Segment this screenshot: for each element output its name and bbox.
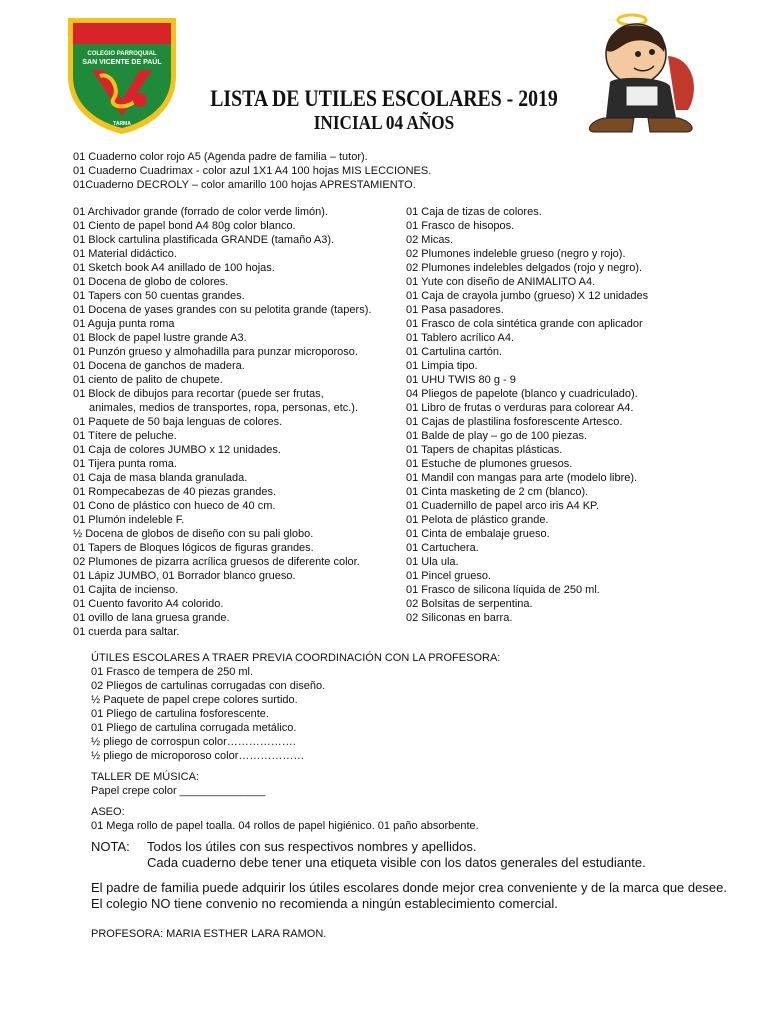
document-subtitle: INICIAL 04 AÑOS bbox=[313, 112, 455, 134]
list-item: 01 Frasco de cola sintética grande con aplicador bbox=[406, 318, 643, 330]
list-item: 01 Material didáctico. bbox=[73, 248, 177, 260]
list-item: 01 Tapers de chapitas plásticas. bbox=[406, 444, 563, 456]
nota-line: Cada cuaderno debe tener una etiqueta visible con los datos generales del estudiante. bbox=[147, 854, 646, 870]
list-item: 01 Frasco de tempera de 250 ml. bbox=[91, 666, 254, 678]
list-item: 02 Siliconas en barra. bbox=[406, 612, 513, 624]
document-title: LISTA DE UTILES ESCOLARES - 2019 bbox=[210, 86, 558, 111]
list-item: 01 Cajas de plastilina fosforescente Artesco. bbox=[406, 416, 623, 428]
section-heading: ASEO: bbox=[91, 806, 125, 818]
list-item: ½ pliego de corrospun color………………. bbox=[91, 736, 296, 748]
list-item: 04 Pliegos de papelote (blanco y cuadriculado). bbox=[406, 388, 638, 400]
list-item: 01 Tapers de Bloques lógicos de figuras grandes. bbox=[73, 542, 314, 554]
list-item: 01 Docena de globo de colores. bbox=[73, 276, 229, 288]
list-item: 01 Block cartulina plastificada GRANDE (tamaño A3). bbox=[73, 234, 335, 246]
paragraph-line: El colegio NO tiene convenio no recomienda a ningún establecimiento comercial. bbox=[91, 895, 558, 911]
list-item: 01 Paquete de 50 baja lenguas de colores. bbox=[73, 416, 283, 428]
cuadernos-list bbox=[73, 150, 431, 192]
list-item: 01 Cuento favorito A4 colorido. bbox=[73, 598, 224, 610]
list-item: 01 Caja de masa blanda granulada. bbox=[73, 472, 248, 484]
list-item: 01Cuaderno DECROLY – color amarillo 100 hojas APRESTAMIENTO. bbox=[73, 179, 416, 191]
list-item: 01 Títere de peluche. bbox=[73, 430, 177, 442]
list-item: 02 Pliegos de cartulinas corrugadas con diseño. bbox=[91, 680, 326, 692]
list-item: 01 Cinta de embalaje grueso. bbox=[406, 528, 550, 540]
list-item: 01 Tijera punta roma. bbox=[73, 458, 177, 470]
list-item: 01 Pliego de cartulina fosforescente. bbox=[91, 708, 269, 720]
list-item: 01 ovillo de lana gruesa grande. bbox=[73, 612, 230, 624]
paragraph-line: El padre de familia puede adquirir los útiles escolares donde mejor crea conveniente y de la marca que desee. bbox=[91, 880, 727, 895]
list-item: 01 Plumón indeleble F. bbox=[73, 514, 185, 526]
list-item: 02 Bolsitas de serpentina. bbox=[406, 598, 533, 610]
list-item: 01 Estuche de plumones gruesos. bbox=[406, 458, 573, 470]
list-item: 01 Cartuchera. bbox=[406, 542, 479, 554]
list-item-continuation: animales, medios de transportes, ropa, personas, etc.). bbox=[89, 402, 359, 414]
list-item: 01 Lápiz JUMBO, 01 Borrador blanco grueso. bbox=[73, 570, 296, 582]
list-item: 01 cuerda para saltar. bbox=[73, 626, 180, 638]
list-item: 01 Cuaderno Cuadrimax - color azul 1X1 A4 100 hojas MIS LECCIONES. bbox=[73, 165, 432, 177]
list-item: 01 Cajita de incienso. bbox=[73, 584, 179, 596]
list-item: 01 Balde de play – go de 100 piezas. bbox=[406, 430, 588, 442]
list-item: 01 Cuaderno color rojo A5 (Agenda padre de familia – tutor). bbox=[73, 151, 368, 163]
list-item: 01 Caja de crayola jumbo (grueso) X 12 unidades bbox=[406, 290, 649, 302]
list-item: 01 Caja de colores JUMBO x 12 unidades. bbox=[73, 444, 281, 456]
list-item: 01 Tapers con 50 cuentas grandes. bbox=[73, 290, 245, 302]
list-item: 01 Ciento de papel bond A4 80g color blanco. bbox=[73, 220, 296, 232]
list-item: ½ Paquete de papel crepe colores surtido. bbox=[91, 694, 298, 706]
list-item: 01 Punzón grueso y almohadilla para punzar microporoso. bbox=[73, 346, 358, 358]
section-heading: ÚTILES ESCOLARES A TRAER PREVIA COORDINACIÓN CON LA PROFESORA: bbox=[91, 652, 501, 664]
aseo-section bbox=[91, 805, 479, 833]
right-supplies-list bbox=[406, 205, 648, 625]
list-item: 01 Cinta masketing de 2 cm (blanco). bbox=[406, 486, 589, 498]
list-item: 01 Archivador grande (forrado de color verde limón). bbox=[73, 206, 328, 218]
crest-line2: SAN VICENTE DE PAÚL bbox=[82, 59, 162, 66]
list-item: 01 UHU TWIS 80 g - 9 bbox=[406, 374, 516, 386]
list-item: 01 Yute con diseño de ANIMALITO A4. bbox=[406, 276, 596, 288]
list-item: 01 Cono de plástico con hueco de 40 cm. bbox=[73, 500, 276, 512]
list-item: 01 Tablero acrílico A4. bbox=[406, 332, 515, 344]
list-item: 01 Aguja punta roma bbox=[73, 318, 175, 330]
nota-line: Todos los útiles con sus respectivos nombres y apellidos. bbox=[147, 839, 477, 854]
list-item: 01 Limpia tipo. bbox=[406, 360, 478, 372]
list-item: 01 ciento de palito de chupete. bbox=[73, 374, 223, 386]
nota-text bbox=[147, 839, 646, 870]
list-item: 01 Cartulina cartón. bbox=[406, 346, 502, 358]
coordinacion-section bbox=[91, 651, 500, 763]
list-item: 01 Mandil con mangas para arte (modelo libre). bbox=[406, 472, 638, 484]
list-item: 01 Ula ula. bbox=[406, 556, 459, 568]
list-item: 01 Docena de ganchos de madera. bbox=[73, 360, 245, 372]
padre-paragraph bbox=[91, 880, 727, 911]
list-item: 01 Caja de tizas de colores. bbox=[406, 206, 542, 218]
list-item: 01 Pelota de plástico grande. bbox=[406, 514, 549, 526]
list-item: 01 Cuadernillo de papel arco iris A4 KP. bbox=[406, 500, 600, 512]
list-item: ½ pliego de microporoso color……………… bbox=[91, 750, 305, 762]
list-item: 01 Block de papel lustre grande A3. bbox=[73, 332, 247, 344]
profesora-signature: PROFESORA: MARIA ESTHER LARA RAMON. bbox=[91, 928, 327, 940]
list-item: Papel crepe color ______________ bbox=[91, 785, 266, 797]
section-heading: TALLER DE MÚSICA: bbox=[91, 771, 199, 783]
list-item: 02 Micas. bbox=[406, 234, 454, 246]
list-item: 01 Docena de yases grandes con su pelotita grande (tapers). bbox=[73, 304, 372, 316]
list-item: 01 Rompecabezas de 40 piezas grandes. bbox=[73, 486, 277, 498]
list-item: 01 Mega rollo de papel toalla. 04 rollos de papel higiénico. 01 paño absorbente. bbox=[91, 820, 479, 832]
list-item: 01 Libro de frutas o verduras para colorear A4. bbox=[406, 402, 634, 414]
list-item: 01 Sketch book A4 anillado de 100 hojas. bbox=[73, 262, 275, 274]
list-item: 01 Frasco de silicona líquida de 250 ml. bbox=[406, 584, 600, 596]
nota-label: NOTA: bbox=[91, 839, 130, 854]
list-item: 01 Pliego de cartulina corrugada metálico. bbox=[91, 722, 297, 734]
list-item: 02 Plumones indeleble grueso (negro y rojo). bbox=[406, 248, 626, 260]
crest-line1: COLEGIO PARROQUIAL bbox=[87, 51, 157, 57]
left-supplies-list bbox=[73, 205, 371, 639]
list-item: 02 Plumones de pizarra acrílica gruesos de diferente color. bbox=[73, 556, 360, 568]
list-item: 01 Pincel grueso. bbox=[406, 570, 491, 582]
musica-section bbox=[91, 770, 265, 798]
list-item: 01 Pasa pasadores. bbox=[406, 304, 504, 316]
list-item: 01 Block de dibujos para recortar (puede ser frutas, bbox=[73, 388, 324, 400]
list-item: 02 Plumones indelebles delgados (rojo y negro). bbox=[406, 262, 643, 274]
list-item: ½ Docena de globos de diseño con su pali globo. bbox=[73, 528, 314, 540]
list-item: 01 Frasco de hisopos. bbox=[406, 220, 515, 232]
crest-bottom: TARMA bbox=[113, 121, 131, 127]
